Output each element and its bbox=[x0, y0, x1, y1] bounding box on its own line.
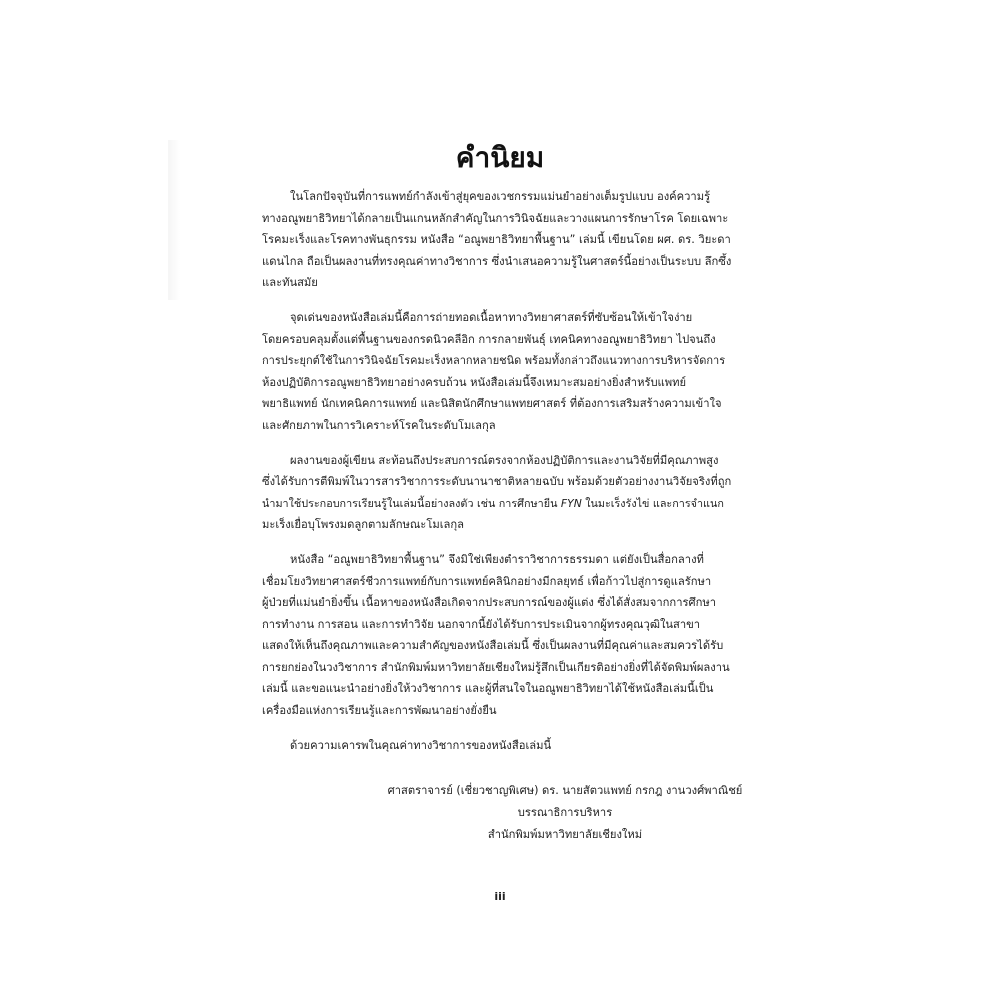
page-title: คำนิยม bbox=[455, 141, 545, 174]
text-line: มะเร็งเยื่อบุโพรงมดลูกตามลักษณะโมเลกุล bbox=[262, 518, 465, 532]
text-line: โดยครอบคลุมตั้งแต่พื้นฐานของกรดนิวคลีอิก การกลายพันธุ์ เทคนิคทางอณูพยาธิวิทยา ไปจนถึง bbox=[262, 332, 716, 346]
text-line: นำมาใช้ประกอบการเรียนรู้ในเล่มนี้อย่างลงตัว เช่น การศึกษายีน FYN ในมะเร็งรังไข่ และการจำแนก bbox=[262, 496, 724, 510]
page-number: iii bbox=[494, 890, 506, 903]
text-line: แดนไกล ถือเป็นผลงานที่ทรงคุณค่าทางวิชาการ ซึ่งนำเสนอความรู้ในศาสตร์นี้อย่างเป็นระบบ ลึกซึ้ง bbox=[262, 254, 732, 268]
text-line: ผลงานของผู้เขียน สะท้อนถึงประสบการณ์ตรงจากห้องปฏิบัติการและงานวิจัยที่มีคุณภาพสูง bbox=[290, 453, 719, 467]
text-line: โรคมะเร็งและโรคทางพันธุกรรม หนังสือ “อณูพยาธิวิทยาพื้นฐาน” เล่มนี้ เขียนโดย ผศ. ดร. วิยะดา bbox=[262, 233, 731, 247]
text-line: และทันสมัย bbox=[262, 276, 318, 290]
text-line: เชื่อมโยงวิทยาศาสตร์ชีวการแพทย์กับการแพทย์คลินิกอย่างมีกลยุทธ์ เพื่อก้าวไปสู่การดูแลรักษา bbox=[262, 574, 712, 588]
text-line: การประยุกต์ใช้ในการวินิจฉัยโรคมะเร็งหลากหลายชนิด พร้อมทั้งกล่าวถึงแนวทางการบริหารจัดการ bbox=[262, 354, 726, 368]
paragraph-2 bbox=[262, 307, 732, 437]
text-line: การยกย่องในวงวิชาการ สำนักพิมพ์มหาวิทยาลัยเชียงใหม่รู้สึกเป็นเกียรติอย่างยิ่งที่ได้จัดพิมพ์ผลงาน bbox=[262, 660, 730, 674]
text-line: หนังสือ “อณูพยาธิวิทยาพื้นฐาน” จึงมิใช่เพียงตำราวิชาการธรรมดา แต่ยังเป็นสื่อกลางที่ bbox=[290, 552, 704, 566]
text-line: พยาธิแพทย์ นักเทคนิคการแพทย์ และนิสิตนักศึกษาแพทยศาสตร์ ที่ต้องการเสริมสร้างความเข้าใจ bbox=[262, 397, 722, 411]
signer-organization: สำนักพิมพ์มหาวิทยาลัยเชียงใหม่ bbox=[487, 828, 643, 841]
signer-position: บรรณาธิการบริหาร bbox=[517, 806, 613, 819]
text-line: ห้องปฏิบัติการอณูพยาธิวิทยาอย่างครบถ้วน หนังสือเล่มนี้จึงเหมาะสมอย่างยิ่งสำหรับแพทย์ bbox=[262, 375, 687, 389]
text-line: ทางอณูพยาธิวิทยาได้กลายเป็นแกนหลักสำคัญในการวินิจฉัยและวางแผนการรักษาโรค โดยเฉพาะ bbox=[262, 211, 729, 225]
paragraph-4 bbox=[262, 549, 732, 722]
paragraph-3 bbox=[262, 450, 732, 536]
foreword-body bbox=[262, 186, 732, 735]
signer-name: ศาสตราจารย์ (เชี่ยวชาญพิเศษ) ดร. นายสัตวแพทย์ กรกฎ งานวงศ์พาณิชย์ bbox=[387, 784, 743, 797]
signature-block bbox=[330, 780, 800, 846]
text-line: จุดเด่นของหนังสือเล่มนี้คือการถ่ายทอดเนื้อหาทางวิทยาศาสตร์ที่ซับซ้อนให้เข้าใจง่าย bbox=[290, 310, 693, 324]
paragraph-1 bbox=[262, 186, 732, 294]
text-line: ในโลกปัจจุบันที่การแพทย์กำลังเข้าสู่ยุคของเวชกรรมแม่นยำอย่างเต็มรูปแบบ องค์ความรู้ bbox=[290, 190, 711, 203]
text-line: ซึ่งได้รับการตีพิมพ์ในวารสารวิชาการระดับนานาชาติหลายฉบับ พร้อมด้วยตัวอย่างงานวิจัยจริงที่ถูก bbox=[262, 475, 732, 489]
text-line: แสดงให้เห็นถึงคุณภาพและความสำคัญของหนังสือเล่มนี้ ซึ่งเป็นผลงานที่มีคุณค่าและสมควรได้รับ bbox=[262, 639, 724, 653]
closing-line: ด้วยความเคารพในคุณค่าทางวิชาการของหนังสือเล่มนี้ bbox=[290, 739, 552, 752]
text-line: ผู้ป่วยที่แม่นยำยิ่งขึ้น เนื้อหาของหนังสือเกิดจากประสบการณ์ของผู้แต่ง ซึ่งได้สั่งสมจากการศึกษา bbox=[262, 596, 717, 610]
text-line: การทำงาน การสอน และการทำวิจัย นอกจากนี้ยังได้รับการประเมินจากผู้ทรงคุณวุฒิในสาขา bbox=[262, 617, 701, 631]
text-line: เครื่องมือแห่งการเรียนรู้และการพัฒนาอย่างยั่งยืน bbox=[262, 704, 497, 718]
text-line: เล่มนี้ และขอแนะนำอย่างยิ่งให้วงวิชาการ และผู้ที่สนใจในอณูพยาธิวิทยาได้ใช้หนังสือเล่มนี้เป็น bbox=[262, 682, 714, 696]
text-line: และศักยภาพในการวิเคราะห์โรคในระดับโมเลกุล bbox=[262, 418, 496, 432]
